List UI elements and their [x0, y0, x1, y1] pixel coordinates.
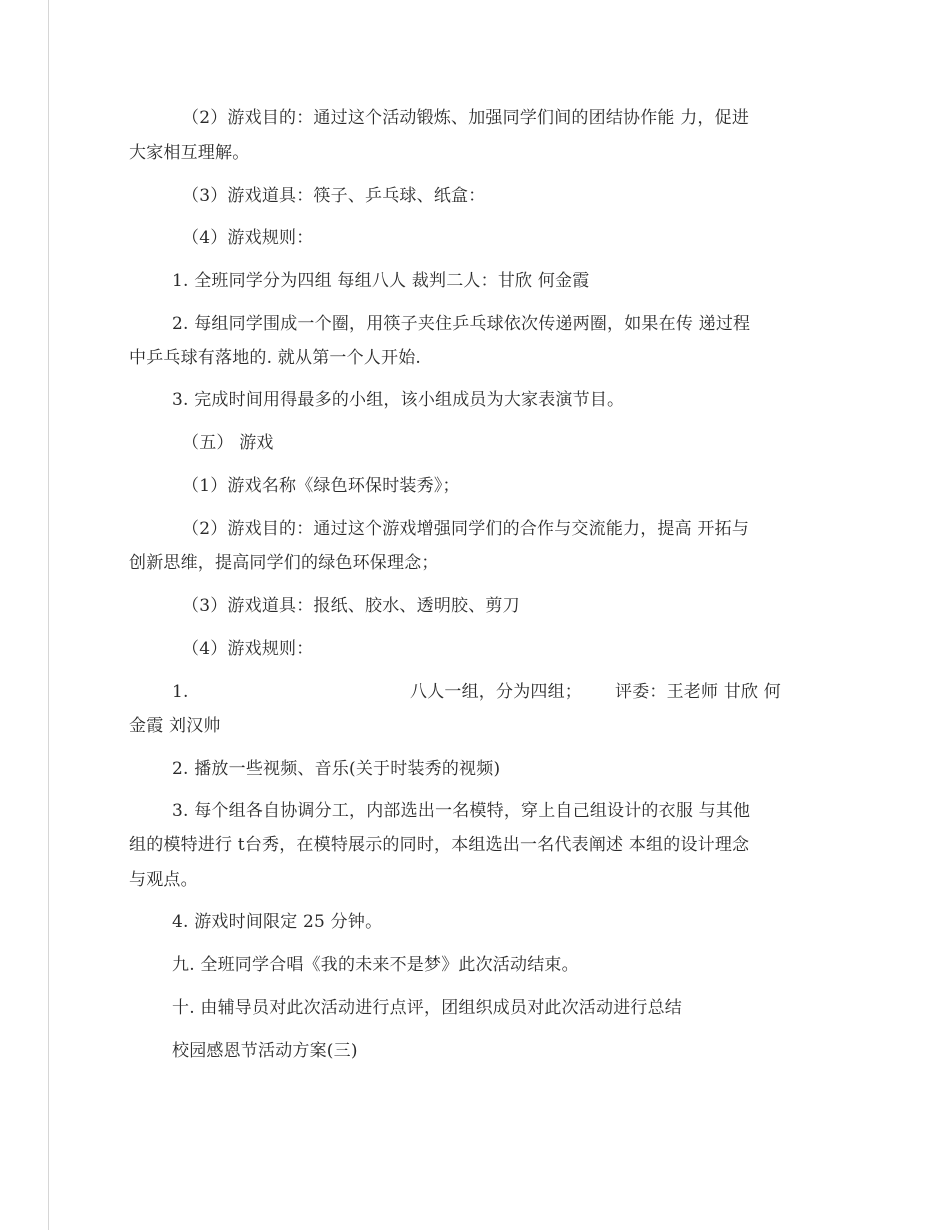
paragraph-line: （1）游戏名称《绿色环保时装秀》； [182, 476, 460, 496]
paragraph-line: 3. 完成时间用得最多的小组，该小组成员为大家表演节目。 [172, 390, 625, 410]
paragraph-line: （4）游戏规则： [182, 639, 314, 659]
paragraph-line: （3）游戏道具：筷子、乒乓球、纸盒： [182, 186, 486, 206]
paragraph-line: 组的模特进行 t台秀，在模特展示的同时，本组选出一名代表阐述 本组的设计理念 [129, 835, 750, 855]
paragraph-line: （3）游戏道具：报纸、胶水、透明胶、剪刀 [182, 596, 520, 616]
paragraph-line: 3. 每个组各自协调分工，内部选出一名模特，穿上自己组设计的衣服 与其他 [172, 801, 751, 821]
paragraph-line: （2）游戏目的：通过这个游戏增强同学们的合作与交流能力，提高 开拓与 [182, 519, 750, 539]
paragraph-line: 大家相互理解。 [129, 143, 250, 163]
paragraph-line: 4. 游戏时间限定 25 分钟。 [172, 912, 383, 932]
list-number: 1. [172, 682, 189, 702]
paragraph-line: 2. 播放一些视频、音乐(关于时装秀的视频) [172, 759, 501, 779]
paragraph-line: 十. 由辅导员对此次活动进行点评，团组织成员对此次活动进行总结 [172, 998, 683, 1018]
paragraph-line: 1. 全班同学分为四组 每组八人 裁判二人：甘欣 何金霞 [172, 271, 590, 291]
paragraph-line: 中乒乓球有落地的. 就从第一个人开始. [129, 348, 422, 368]
paragraph-line: （4）游戏规则： [182, 228, 314, 248]
paragraph-line: 九. 全班同学合唱《我的未来不是梦》此次活动结束。 [172, 955, 579, 975]
text-segment: 八人一组，分为四组； [410, 682, 582, 702]
paragraph-line: 金霞 刘汉帅 [129, 716, 221, 736]
paragraph-line: 2. 每组同学围成一个圈，用筷子夹住乒乓球依次传递两圈，如果在传 递过程 [172, 314, 751, 334]
paragraph-line: （2）游戏目的：通过这个活动锻炼、加强同学们间的团结协作能 力，促进 [182, 108, 750, 128]
text-segment: 评委：王老师 甘欣 何 [615, 682, 782, 702]
section-heading: （五） 游戏 [182, 433, 274, 453]
paragraph-line: 创新思维，提高同学们的绿色环保理念； [129, 553, 439, 573]
document-section-title: 校园感恩节活动方案(三) [172, 1041, 358, 1061]
paragraph-line: 与观点。 [129, 870, 198, 890]
